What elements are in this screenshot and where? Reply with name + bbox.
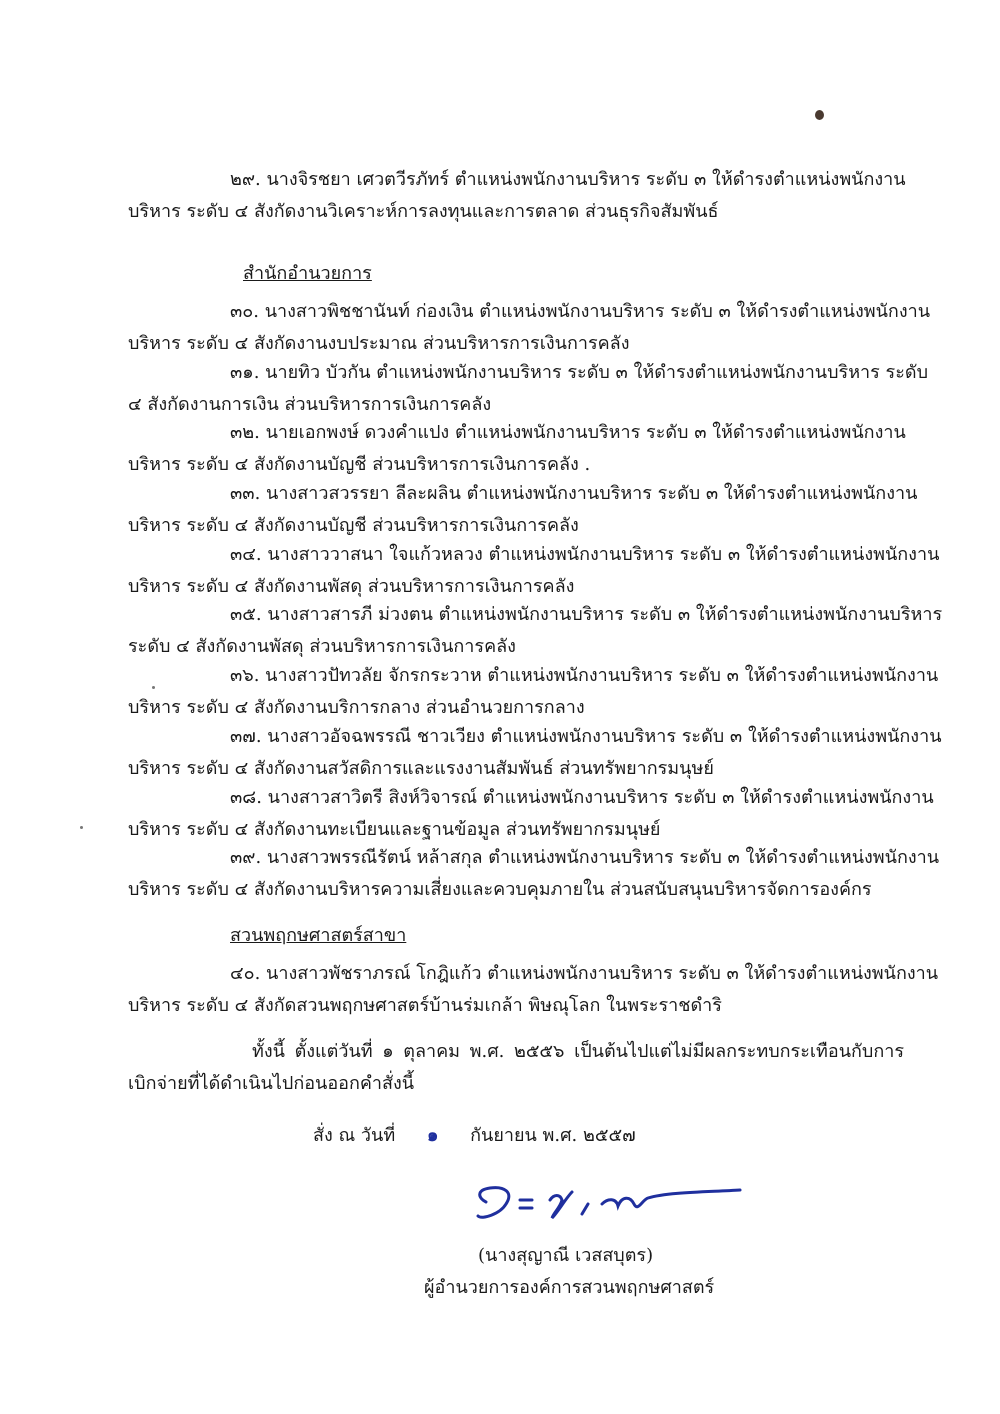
section-heading-office: สำนักอำนวยการ (243, 263, 372, 284)
effective-date-line1: ทั้งนี้ ตั้งแต่วันที่ ๑ ตุลาคม พ.ศ. ๒๕๕๖ เป็นต้นไปแต่ไม่มีผลกระทบกระเทือนกับการ (252, 1041, 904, 1062)
signer-name: (นางสุญาณี เวสสบุตร) (478, 1245, 654, 1266)
handwritten-signature (468, 1178, 748, 1238)
order-date-month-year: กันยายน พ.ศ. ๒๕๕๗ (470, 1125, 636, 1146)
item-29-line1: ๒๙. นางจิรชยา เศวตวีรภัทร์ ตำแหน่งพนักงานบริหาร ระดับ ๓ ให้ดำรงตำแหน่งพนักงาน (230, 169, 906, 190)
item-36-line1: ๓๖. นางสาวปัทวลัย จักรกระวาห ตำแหน่งพนักงานบริหาร ระดับ ๓ ให้ดำรงตำแหน่งพนักงาน (230, 665, 939, 686)
item-31-line2: ๔ สังกัดงานการเงิน ส่วนบริหารการเงินการคลัง (128, 394, 492, 415)
item-29-line2: บริหาร ระดับ ๔ สังกัดงานวิเคราะห์การลงทุนและการตลาด ส่วนธุรกิจสัมพันธ์ (128, 201, 719, 222)
item-30-line2: บริหาร ระดับ ๔ สังกัดงานงบประมาณ ส่วนบริหารการเงินการคลัง (128, 333, 630, 354)
item-32-line1: ๓๒. นายเอกพงษ์ ดวงคำแปง ตำแหน่งพนักงานบริหาร ระดับ ๓ ให้ดำรงตำแหน่งพนักงาน (230, 422, 906, 443)
item-36-line2: บริหาร ระดับ ๔ สังกัดงานบริการกลาง ส่วนอำนวยการกลาง (128, 697, 585, 718)
item-40-line1: ๔๐. นางสาวพัชราภรณ์ โกฎิแก้ว ตำแหน่งพนักงานบริหาร ระดับ ๓ ให้ดำรงตำแหน่งพนักงาน (230, 963, 939, 984)
order-date-day: ๑ (426, 1125, 439, 1146)
ink-spot (815, 110, 824, 120)
item-33-line1: ๓๓. นางสาวสวรรยา ลีละผลิน ตำแหน่งพนักงานบริหาร ระดับ ๓ ให้ดำรงตำแหน่งพนักงาน (230, 483, 918, 504)
item-40-line2: บริหาร ระดับ ๔ สังกัดสวนพฤกษศาสตร์บ้านร่มเกล้า พิษณุโลก ในพระราชดำริ (128, 995, 722, 1016)
order-date-prefix: สั่ง ณ วันที่ (313, 1125, 396, 1146)
item-38-line2: บริหาร ระดับ ๔ สังกัดงานทะเบียนและฐานข้อมูล ส่วนทรัพยากรมนุษย์ (128, 819, 661, 840)
item-39-line2: บริหาร ระดับ ๔ สังกัดงานบริหารความเสี่ยงและควบคุมภายใน ส่วนสนับสนุนบริหารจัดการองค์กร (128, 879, 872, 900)
order-date (313, 1124, 636, 1148)
item-32-line2: บริหาร ระดับ ๔ สังกัดงานบัญชี ส่วนบริหารการเงินการคลัง . (128, 454, 591, 475)
item-37-line2: บริหาร ระดับ ๔ สังกัดงานสวัสดิการและแรงงานสัมพันธ์ ส่วนทรัพยากรมนุษย์ (128, 758, 714, 779)
effective-date-line2: เบิกจ่ายที่ได้ดำเนินไปก่อนออกคำสั่งนี้ (128, 1073, 415, 1094)
item-31-line1: ๓๑. นายทิว บัวกัน ตำแหน่งพนักงานบริหาร ระดับ ๓ ให้ดำรงตำแหน่งพนักงานบริหาร ระดับ (230, 362, 929, 383)
section-heading-branch-garden: สวนพฤกษศาสตร์สาขา (230, 925, 407, 946)
paper-speck (152, 686, 155, 689)
item-33-line2: บริหาร ระดับ ๔ สังกัดงานบัญชี ส่วนบริหารการเงินการคลัง (128, 515, 579, 536)
item-38-line1: ๓๘. นางสาวสาวิตรี สิงห์วิจารณ์ ตำแหน่งพนักงานบริหาร ระดับ ๓ ให้ดำรงตำแหน่งพนักงาน (230, 787, 934, 808)
item-34-line2: บริหาร ระดับ ๔ สังกัดงานพัสดุ ส่วนบริหารการเงินการคลัง (128, 576, 575, 597)
item-37-line1: ๓๗. นางสาวอัจฉพรรณี ชาวเวียง ตำแหน่งพนักงานบริหาร ระดับ ๓ ให้ดำรงตำแหน่งพนักงาน (230, 726, 942, 747)
item-35-line1: ๓๕. นางสาวสารภี ม่วงตน ตำแหน่งพนักงานบริหาร ระดับ ๓ ให้ดำรงตำแหน่งพนักงานบริหาร (230, 604, 943, 625)
signer-title: ผู้อำนวยการองค์การสวนพฤกษศาสตร์ (424, 1277, 715, 1298)
item-35-line2: ระดับ ๔ สังกัดงานพัสดุ ส่วนบริหารการเงินการคลัง (128, 636, 516, 657)
paper-speck (80, 826, 83, 829)
item-39-line1: ๓๙. นางสาวพรรณีรัตน์ หล้าสกุล ตำแหน่งพนักงานบริหาร ระดับ ๓ ให้ดำรงตำแหน่งพนักงาน (230, 847, 940, 868)
item-34-line1: ๓๔. นางสาววาสนา ใจแก้วหลวง ตำแหน่งพนักงานบริหาร ระดับ ๓ ให้ดำรงตำแหน่งพนักงาน (230, 544, 940, 565)
item-30-line1: ๓๐. นางสาวพิชชานันท์ ก่องเงิน ตำแหน่งพนักงานบริหาร ระดับ ๓ ให้ดำรงตำแหน่งพนักงาน (230, 301, 931, 322)
